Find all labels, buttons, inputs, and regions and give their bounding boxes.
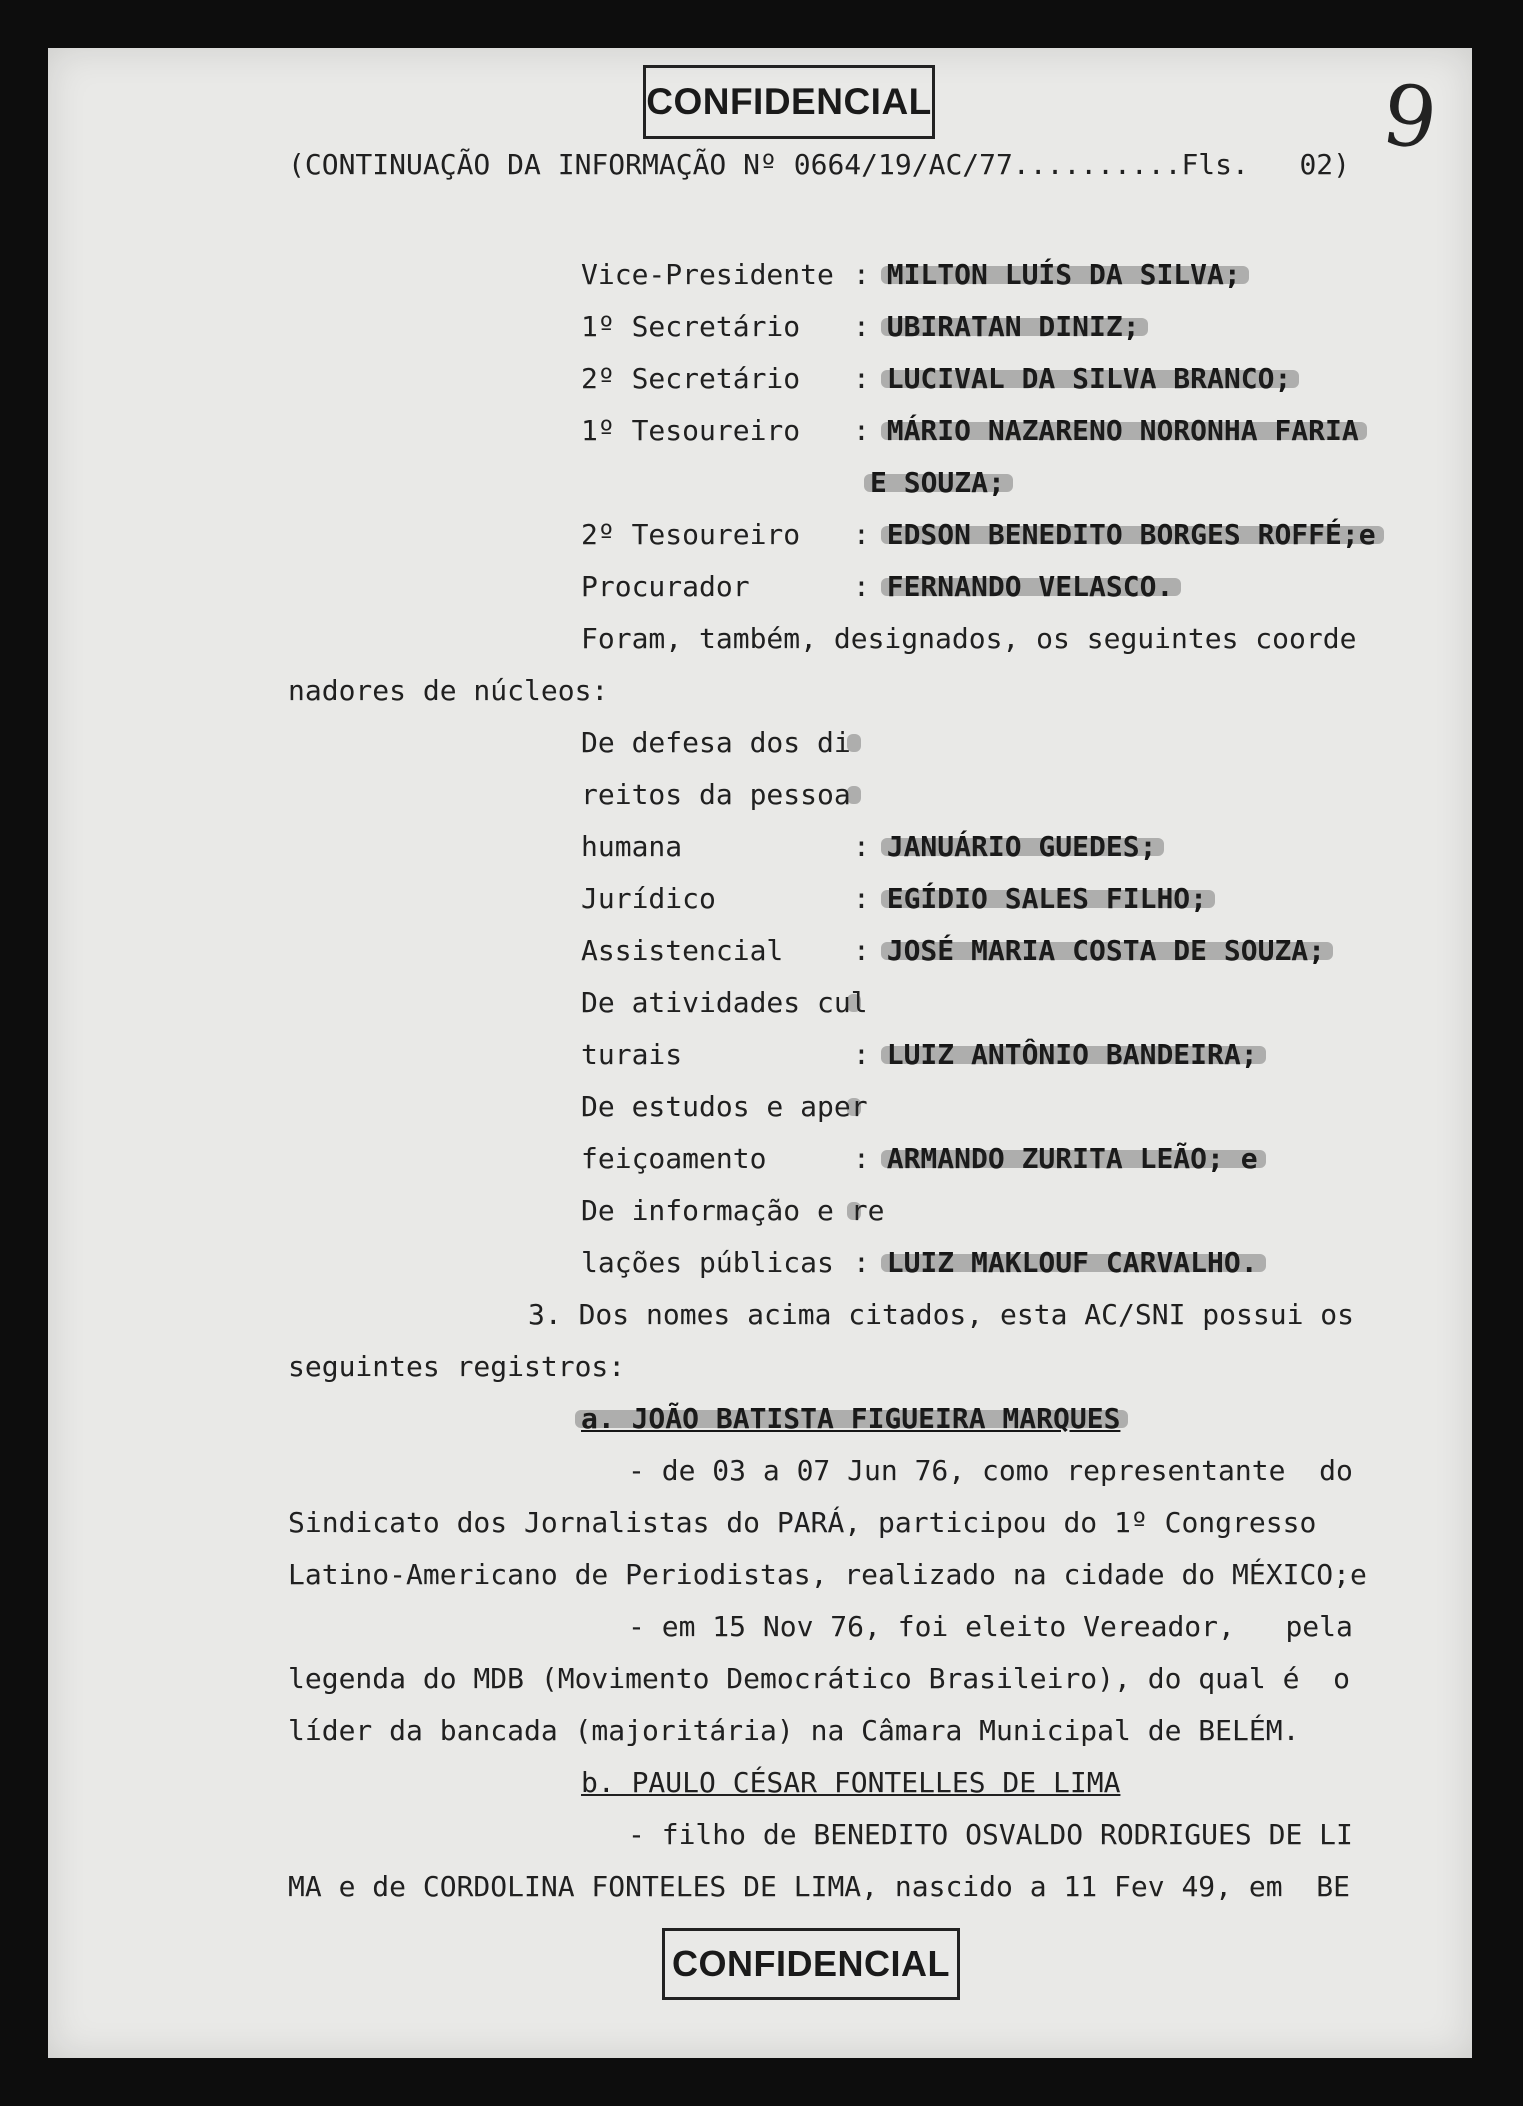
coordinator-label: De estudos e aper — [581, 1090, 868, 1123]
officer-name-redacted: MÁRIO NAZARENO NORONHA FARIA — [886, 414, 1359, 447]
officer-name-redacted: MILTON LUÍS DA SILVA; — [886, 258, 1241, 291]
officer-row — [581, 310, 1140, 344]
officer-row — [581, 518, 1376, 552]
intro-line-1: Foram, também, designados, os seguintes coorde — [581, 622, 1357, 655]
officer-role: Vice-Presidente — [581, 258, 834, 291]
document-page — [48, 48, 1472, 2058]
officer-role: 2º Tesoureiro — [581, 518, 801, 551]
officer-name-redacted: E SOUZA; — [870, 466, 1005, 499]
record-a-line: - em 15 Nov 76, foi eleito Vereador, pela — [628, 1610, 1353, 1643]
coordinator-row — [581, 1246, 1258, 1280]
record-a-line: legenda do MDB (Movimento Democrático Brasileiro), do qual é o — [288, 1662, 1351, 1695]
coordinator-row — [581, 986, 868, 1020]
intro-line-2: nadores de núcleos: — [288, 674, 609, 707]
officer-sep: : — [853, 362, 887, 395]
officer-name-redacted: FERNANDO VELASCO. — [886, 570, 1174, 603]
coordinator-label: De defesa dos di — [581, 726, 851, 759]
coordinator-label: feiçoamento — [581, 1142, 767, 1175]
officer-row — [581, 570, 1173, 604]
record-a-name-redacted: a. JOÃO BATISTA FIGUEIRA MARQUES — [581, 1402, 1121, 1435]
officer-name-redacted: LUCIVAL DA SILVA BRANCO; — [886, 362, 1292, 395]
coordinator-sep: : — [853, 1038, 887, 1071]
continuation-header: (CONTINUAÇÃO DA INFORMAÇÃO Nº 0664/19/AC/77..........Fls. 02) — [288, 148, 1351, 181]
record-b-line: MA e de CORDOLINA FONTELES DE LIMA, nascido a 11 Fev 49, em BE — [288, 1870, 1351, 1903]
coordinator-name-redacted: EGÍDIO SALES FILHO; — [886, 882, 1208, 915]
item-3-line-1: 3. Dos nomes acima citados, esta AC/SNI possui os — [528, 1298, 1355, 1331]
record-b-line: - filho de BENEDITO OSVALDO RODRIGUES DE LI — [628, 1818, 1353, 1851]
coordinator-label: lações públicas — [581, 1246, 834, 1279]
item-3-line-2: seguintes registros: — [288, 1350, 626, 1383]
officer-sep: : — [853, 258, 887, 291]
coordinator-label: reitos da pessoa — [581, 778, 851, 811]
officer-row — [581, 258, 1241, 292]
officer-sep: : — [853, 414, 887, 447]
record-a-line: Latino-Americano de Periodistas, realizado na cidade do MÉXICO;e — [288, 1558, 1367, 1591]
coordinator-sep: : — [853, 830, 887, 863]
coordinator-row — [581, 882, 1207, 916]
coordinator-row — [581, 934, 1325, 968]
officer-sep: : — [853, 310, 887, 343]
coordinator-label: humana — [581, 830, 683, 863]
record-a-line: - de 03 a 07 Jun 76, como representante do — [628, 1454, 1353, 1487]
record-a-line: Sindicato dos Jornalistas do PARÁ, participou do 1º Congresso — [288, 1506, 1317, 1539]
officer-role: 1º Secretário — [581, 310, 801, 343]
folio-number: 9 — [1376, 64, 1444, 170]
coordinator-label: Jurídico — [581, 882, 716, 915]
coordinator-row — [581, 778, 853, 812]
record-a-heading — [581, 1402, 1120, 1436]
confidential-stamp-top: CONFIDENCIAL — [643, 65, 935, 139]
officer-row — [581, 362, 1291, 396]
coordinator-name-redacted: LUIZ ANTÔNIO BANDEIRA; — [886, 1038, 1258, 1071]
coordinator-label: De informação e re — [581, 1194, 885, 1227]
officer-row — [581, 466, 1005, 500]
coordinator-label: turais — [581, 1038, 683, 1071]
coordinator-sep: : — [853, 882, 887, 915]
coordinator-row — [581, 726, 853, 760]
coordinator-name-redacted: JANUÁRIO GUEDES; — [886, 830, 1157, 863]
coordinator-row — [581, 1142, 1258, 1176]
record-a-line: líder da bancada (majoritária) na Câmara Municipal de BELÉM. — [288, 1714, 1300, 1747]
confidential-stamp-bottom: CONFIDENCIAL — [662, 1928, 960, 2000]
coordinator-name-redacted: ARMANDO ZURITA LEÃO; e — [886, 1142, 1258, 1175]
officer-role: 1º Tesoureiro — [581, 414, 801, 447]
coordinator-label: De atividades cul — [581, 986, 868, 1019]
coordinator-sep: : — [853, 934, 887, 967]
officer-row — [581, 414, 1359, 448]
officer-role: 2º Secretário — [581, 362, 801, 395]
officer-sep: : — [853, 518, 887, 551]
officer-sep: : — [853, 570, 887, 603]
officer-role: Procurador — [581, 570, 750, 603]
coordinator-row — [581, 1194, 885, 1228]
officer-name-redacted: EDSON BENEDITO BORGES ROFFÉ;e — [886, 518, 1376, 551]
coordinator-sep: : — [853, 1142, 887, 1175]
coordinator-name-redacted: JOSÉ MARIA COSTA DE SOUZA; — [886, 934, 1326, 967]
coordinator-name-redacted: LUIZ MAKLOUF CARVALHO. — [886, 1246, 1258, 1279]
coordinator-row — [581, 1090, 868, 1124]
record-b-heading: b. PAULO CÉSAR FONTELLES DE LIMA — [581, 1766, 1121, 1799]
coordinator-row — [581, 830, 1156, 864]
coordinator-sep: : — [853, 1246, 887, 1279]
coordinator-label: Assistencial — [581, 934, 784, 967]
officer-name-redacted: UBIRATAN DINIZ; — [886, 310, 1140, 343]
coordinator-row — [581, 1038, 1258, 1072]
